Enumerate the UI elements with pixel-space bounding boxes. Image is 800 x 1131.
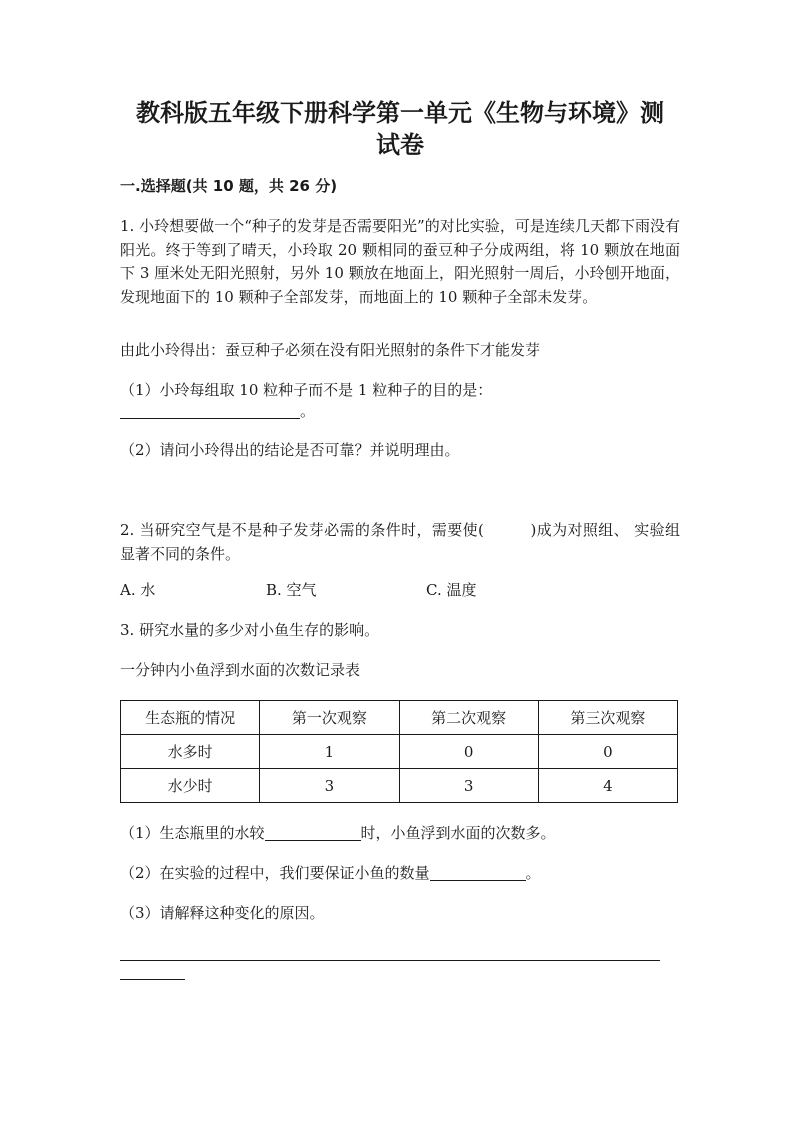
table-header-row [121, 701, 678, 735]
exam-title-line-2: 试卷 [376, 131, 424, 159]
sub-1-text-after: 时，小鱼浮到水面的次数多。 [360, 824, 556, 842]
question-1-sub-2: （2）请问小玲得出的结论是否可靠？并说明理由。 [120, 441, 460, 459]
option-a[interactable]: A. 水 [120, 581, 156, 599]
table-cell: 1 [260, 735, 399, 769]
sub-2-text-before: （2）在实验的过程中，我们要保证小鱼的数量 [120, 864, 430, 882]
answer-line[interactable] [120, 979, 185, 980]
question-3-sub-2 [120, 866, 541, 881]
answer-blank[interactable] [430, 866, 526, 881]
answer-blank[interactable] [265, 826, 361, 841]
table-cell: 0 [538, 735, 677, 769]
period-mark: 。 [300, 402, 316, 420]
table-header-cell: 第二次观察 [399, 701, 538, 735]
table-cell: 水多时 [121, 735, 260, 769]
table-cell: 4 [538, 769, 677, 803]
table-row [121, 769, 678, 803]
table-cell: 3 [399, 769, 538, 803]
question-1-sub-1: （1）小玲每组取 10 粒种子而不是 1 粒种子的目的是： [120, 381, 493, 399]
question-3-stem: 3. 研究水量的多少对小鱼生存的影响。 [120, 621, 380, 639]
table-cell: 0 [399, 735, 538, 769]
table-header-cell: 第三次观察 [538, 701, 677, 735]
table-row [121, 735, 678, 769]
question-3-sub-1 [120, 826, 556, 841]
question-1-sub-1-answer-row [120, 404, 315, 419]
observation-table [120, 700, 678, 803]
table-header-cell: 第一次观察 [260, 701, 399, 735]
section-heading-multiple-choice: 一.选择题(共 10 题，共 26 分) [120, 177, 338, 195]
table-cell: 水少时 [121, 769, 260, 803]
table-caption: 一分钟内小鱼浮到水面的次数记录表 [120, 661, 361, 679]
sub-2-text-after: 。 [525, 864, 541, 882]
table-header-cell: 生态瓶的情况 [121, 701, 260, 735]
exam-title-line-1: 教科版五年级下册科学第一单元《生物与环境》测 [136, 99, 664, 127]
option-c[interactable]: C. 温度 [426, 581, 477, 599]
question-3-sub-3: （3）请解释这种变化的原因。 [120, 904, 325, 922]
table-cell: 3 [260, 769, 399, 803]
answer-blank[interactable] [120, 404, 300, 419]
question-1-stem: 1. 小玲想要做一个“种子的发芽是否需要阳光”的对比实验，可是连续几天都下雨没有阳光。终于等到了晴天，小玲取 20 颗相同的蚕豆种子分成两组，将 10 颗放在地面下 3 厘米处无阳光照射，另外 10 颗放在地面上，阳光照射一周后，小玲刨开地面，发现地面下的 10 颗种子全部发芽，而地面上的 10 颗种子全部未发芽。 [120, 217, 680, 306]
sub-1-text-before: （1）生态瓶里的水较 [120, 824, 265, 842]
question-1-conclusion: 由此小玲得出：蚕豆种子必须在没有阳光照射的条件下才能发芽 [120, 341, 541, 359]
option-b[interactable]: B. 空气 [266, 581, 317, 599]
answer-line[interactable] [120, 960, 660, 961]
question-2-stem: 2. 当研究空气是不是种子发芽必需的条件时，需要使( )成为对照组、 实验组显著不同的条件。 [120, 521, 680, 563]
